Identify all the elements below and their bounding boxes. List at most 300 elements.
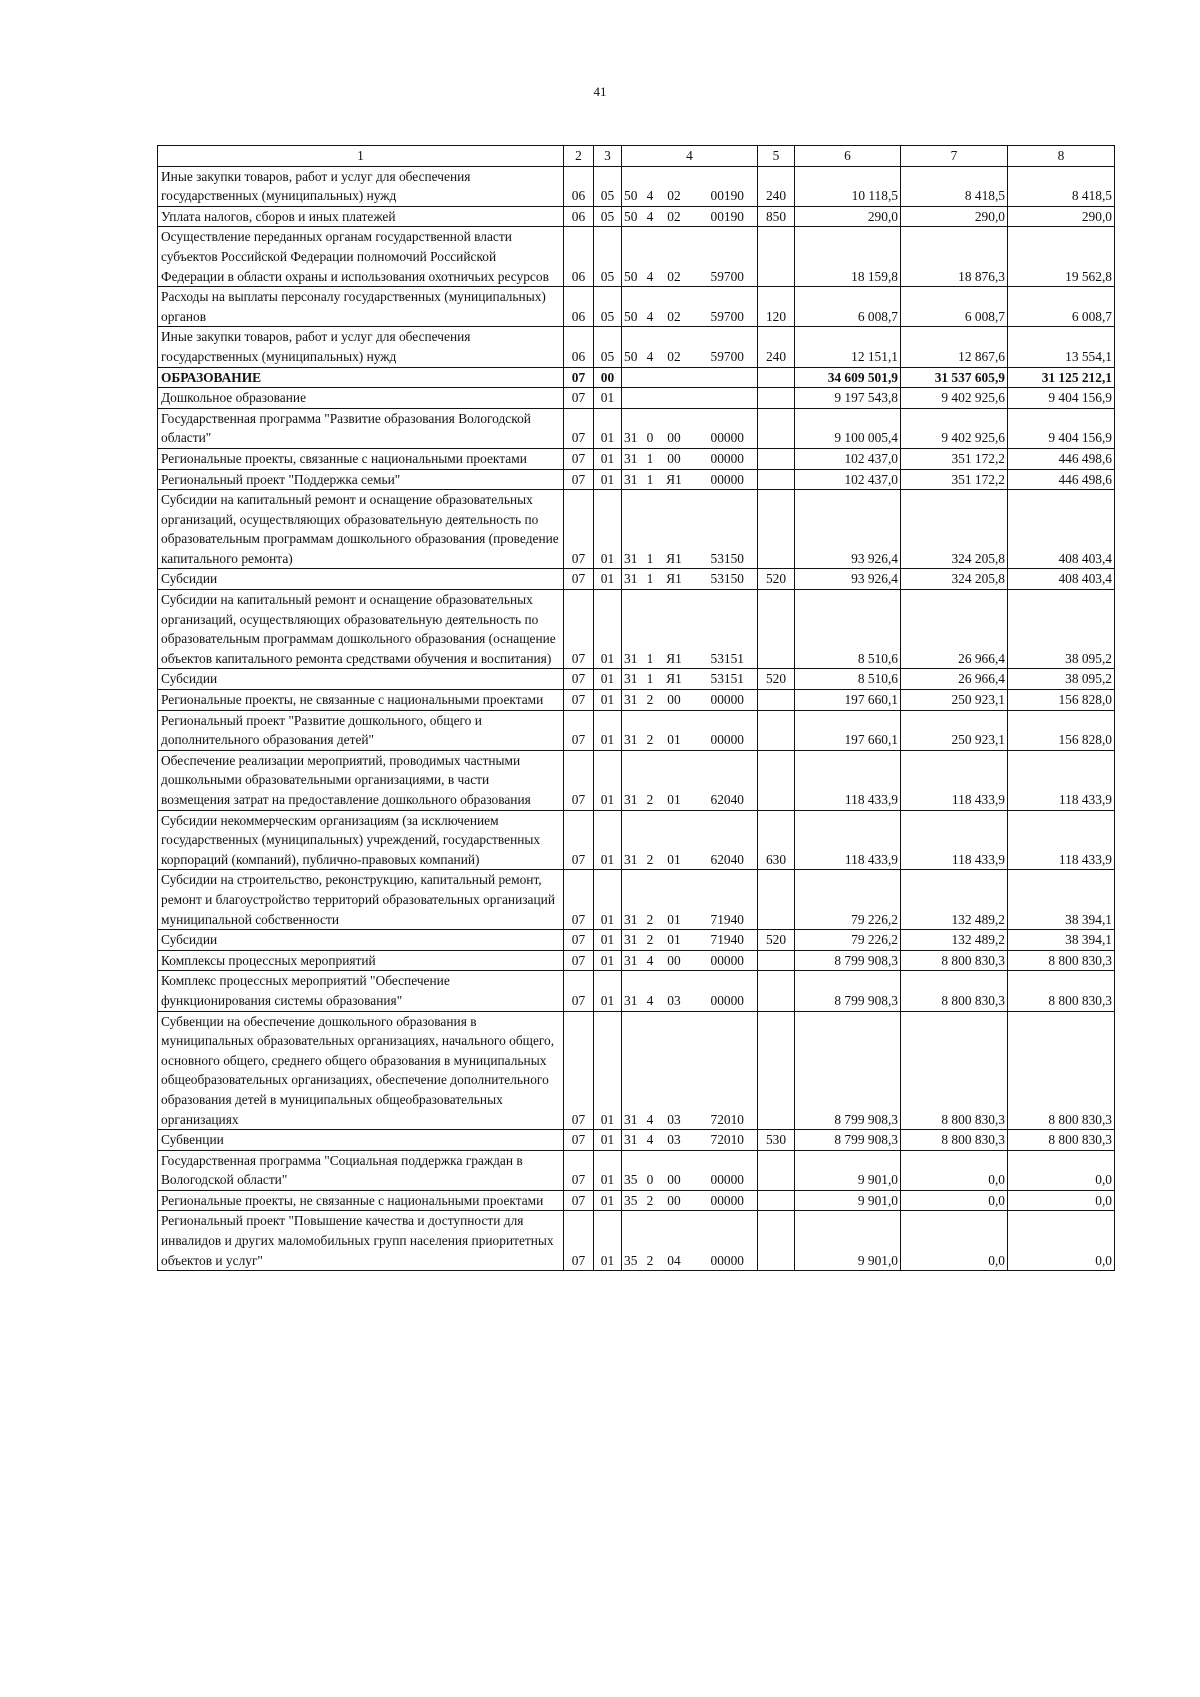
subsection-code: 01 xyxy=(594,669,622,690)
amount-col6: 9 197 543,8 xyxy=(795,388,901,409)
section-code: 07 xyxy=(564,1150,594,1190)
target-article-code xyxy=(622,590,758,669)
amount-col7: 12 867,6 xyxy=(901,327,1008,367)
row-name: Региональные проекты, не связанные с национальными проектами xyxy=(158,1190,564,1211)
subsection-code: 01 xyxy=(594,750,622,810)
subsection-code: 01 xyxy=(594,1150,622,1190)
table-row xyxy=(158,971,1115,1011)
amount-col7: 8 800 830,3 xyxy=(901,1011,1008,1130)
amount-col7: 351 172,2 xyxy=(901,469,1008,490)
amount-col6: 197 660,1 xyxy=(795,710,901,750)
code-part-k4: 00000 xyxy=(710,692,744,708)
subsection-code: 01 xyxy=(594,408,622,448)
code-part-k4: 00190 xyxy=(710,208,744,224)
code-part-k1: 50 xyxy=(624,348,638,364)
code-part-k1: 31 xyxy=(624,992,638,1008)
amount-col8: 118 433,9 xyxy=(1008,750,1115,810)
code-part-k3: Я1 xyxy=(666,671,682,687)
target-article-code xyxy=(622,408,758,448)
amount-col6: 118 433,9 xyxy=(795,750,901,810)
table-row xyxy=(158,367,1115,388)
amount-col6: 79 226,2 xyxy=(795,930,901,951)
code-part-k2: 1 xyxy=(646,450,654,466)
subsection-code: 00 xyxy=(594,367,622,388)
amount-col8: 408 403,4 xyxy=(1008,569,1115,590)
code-part-k2: 2 xyxy=(646,792,654,807)
code-part-k2: 1 xyxy=(646,571,654,587)
table-row xyxy=(158,930,1115,951)
table-row xyxy=(158,870,1115,930)
code-part-k1: 50 xyxy=(624,208,638,224)
table-row xyxy=(158,810,1115,870)
section-code: 07 xyxy=(564,1011,594,1130)
expense-type-code xyxy=(758,408,795,448)
code-part-k4: 53150 xyxy=(710,571,744,587)
code-part-k2: 1 xyxy=(646,671,654,687)
section-code: 07 xyxy=(564,870,594,930)
expense-type-code xyxy=(758,1211,795,1271)
section-code: 06 xyxy=(564,227,594,287)
header-cell: 8 xyxy=(1008,146,1115,167)
code-part-k3: 00 xyxy=(667,1192,681,1208)
table-row xyxy=(158,166,1115,206)
target-article-code xyxy=(622,870,758,930)
code-part-k4: 00000 xyxy=(710,1192,744,1208)
code-part-k2: 2 xyxy=(646,1192,654,1208)
amount-col7: 26 966,4 xyxy=(901,669,1008,690)
subsection-code: 01 xyxy=(594,810,622,870)
amount-col8: 0,0 xyxy=(1008,1211,1115,1271)
subsection-code: 01 xyxy=(594,930,622,951)
target-article-code xyxy=(622,227,758,287)
amount-col8: 0,0 xyxy=(1008,1190,1115,1211)
table-row xyxy=(158,227,1115,287)
header-cell: 5 xyxy=(758,146,795,167)
expense-type-code: 240 xyxy=(758,166,795,206)
amount-col7: 26 966,4 xyxy=(901,590,1008,669)
section-code: 07 xyxy=(564,448,594,469)
table-row xyxy=(158,206,1115,227)
table-row xyxy=(158,690,1115,711)
table-row xyxy=(158,408,1115,448)
amount-col6: 12 151,1 xyxy=(795,327,901,367)
code-part-k2: 2 xyxy=(646,851,654,867)
row-name: Субсидии xyxy=(158,569,564,590)
table-row xyxy=(158,448,1115,469)
section-code: 07 xyxy=(564,669,594,690)
section-code: 07 xyxy=(564,590,594,669)
code-part-k2: 1 xyxy=(646,471,654,487)
expense-type-code xyxy=(758,750,795,810)
amount-col7: 351 172,2 xyxy=(901,448,1008,469)
row-name: Субвенции xyxy=(158,1130,564,1151)
code-part-k1: 50 xyxy=(624,188,638,204)
table-row xyxy=(158,327,1115,367)
row-name: Уплата налогов, сборов и иных платежей xyxy=(158,206,564,227)
amount-col7: 18 876,3 xyxy=(901,227,1008,287)
row-name: Субсидии xyxy=(158,930,564,951)
code-part-k2: 1 xyxy=(646,650,654,666)
row-name: Субсидии на капитальный ремонт и оснащение образовательных организаций, осуществляющих образовательную деятельность по образовательным программам дошкольного образования (проведение капитального ремонта) xyxy=(158,490,564,569)
section-code: 07 xyxy=(564,490,594,569)
row-name: Расходы на выплаты персоналу государственных (муниципальных) органов xyxy=(158,287,564,327)
section-code: 07 xyxy=(564,569,594,590)
target-article-code xyxy=(622,710,758,750)
subsection-code: 01 xyxy=(594,490,622,569)
amount-col6: 102 437,0 xyxy=(795,448,901,469)
amount-col7: 290,0 xyxy=(901,206,1008,227)
section-code: 07 xyxy=(564,810,594,870)
code-part-k3: 03 xyxy=(667,1132,681,1148)
row-name: Субсидии на капитальный ремонт и оснащение образовательных организаций, осуществляющих образовательную деятельность по образовательным программам дошкольного образования (оснащение объектов капитального ремонта средствами обучения и воспитания) xyxy=(158,590,564,669)
code-part-k1: 31 xyxy=(624,1132,638,1148)
amount-col7: 324 205,8 xyxy=(901,569,1008,590)
expense-type-code xyxy=(758,690,795,711)
amount-col7: 0,0 xyxy=(901,1211,1008,1271)
amount-col6: 18 159,8 xyxy=(795,227,901,287)
subsection-code: 01 xyxy=(594,690,622,711)
code-part-k1: 31 xyxy=(624,650,638,666)
amount-col8: 118 433,9 xyxy=(1008,810,1115,870)
code-part-k3: 01 xyxy=(667,932,681,948)
header-cell: 4 xyxy=(622,146,758,167)
table-row xyxy=(158,750,1115,810)
subsection-code: 05 xyxy=(594,327,622,367)
code-part-k1: 31 xyxy=(624,952,638,968)
code-part-k4: 71940 xyxy=(710,911,744,927)
header-cell: 6 xyxy=(795,146,901,167)
row-name: Комплекс процессных мероприятий "Обеспечение функционирования системы образования" xyxy=(158,971,564,1011)
section-code: 06 xyxy=(564,206,594,227)
expense-type-code xyxy=(758,870,795,930)
section-code: 07 xyxy=(564,690,594,711)
row-name: Региональный проект "Повышение качества и доступности для инвалидов и других маломобильных групп населения приоритетных объектов и услуг" xyxy=(158,1211,564,1271)
code-part-k1: 50 xyxy=(624,268,638,284)
subsection-code: 01 xyxy=(594,448,622,469)
section-code: 07 xyxy=(564,367,594,388)
amount-col8: 38 394,1 xyxy=(1008,870,1115,930)
amount-col6: 197 660,1 xyxy=(795,690,901,711)
amount-col8: 9 404 156,9 xyxy=(1008,408,1115,448)
table-row xyxy=(158,1011,1115,1130)
code-part-k4: 00000 xyxy=(710,1172,744,1188)
amount-col8: 8 418,5 xyxy=(1008,166,1115,206)
amount-col7: 8 800 830,3 xyxy=(901,971,1008,1011)
target-article-code xyxy=(622,448,758,469)
subsection-code: 05 xyxy=(594,227,622,287)
amount-col6: 10 118,5 xyxy=(795,166,901,206)
expense-type-code: 630 xyxy=(758,810,795,870)
code-part-k4: 59700 xyxy=(710,268,744,284)
amount-col7: 9 402 925,6 xyxy=(901,408,1008,448)
header-cell: 3 xyxy=(594,146,622,167)
target-article-code xyxy=(622,166,758,206)
code-part-k2: 4 xyxy=(646,1111,654,1127)
amount-col8: 8 800 830,3 xyxy=(1008,1130,1115,1151)
amount-col8: 446 498,6 xyxy=(1008,448,1115,469)
expense-type-code xyxy=(758,490,795,569)
amount-col7: 8 800 830,3 xyxy=(901,950,1008,971)
code-part-k3: 03 xyxy=(667,1111,681,1127)
section-code: 07 xyxy=(564,408,594,448)
subsection-code: 05 xyxy=(594,206,622,227)
code-part-k1: 31 xyxy=(624,732,638,748)
table-row xyxy=(158,669,1115,690)
amount-col7: 6 008,7 xyxy=(901,287,1008,327)
header-cell: 2 xyxy=(564,146,594,167)
code-part-k2: 4 xyxy=(646,188,654,204)
code-part-k4: 00000 xyxy=(710,471,744,487)
target-article-code xyxy=(622,750,758,810)
amount-col8: 156 828,0 xyxy=(1008,710,1115,750)
subsection-code: 05 xyxy=(594,166,622,206)
row-name: Региональный проект "Развитие дошкольного, общего и дополнительного образования детей" xyxy=(158,710,564,750)
code-part-k2: 4 xyxy=(646,952,654,968)
amount-col8: 38 095,2 xyxy=(1008,590,1115,669)
code-part-k3: 01 xyxy=(667,792,681,807)
expense-type-code xyxy=(758,710,795,750)
target-article-code xyxy=(622,669,758,690)
code-part-k3: 02 xyxy=(667,268,681,284)
section-code: 07 xyxy=(564,710,594,750)
amount-col7: 0,0 xyxy=(901,1150,1008,1190)
subsection-code: 01 xyxy=(594,971,622,1011)
expense-type-code xyxy=(758,367,795,388)
section-code: 07 xyxy=(564,930,594,951)
target-article-code xyxy=(622,1130,758,1151)
code-part-k1: 31 xyxy=(624,471,638,487)
target-article-code xyxy=(622,971,758,1011)
table-row xyxy=(158,388,1115,409)
expense-type-code xyxy=(758,950,795,971)
expense-type-code: 520 xyxy=(758,569,795,590)
code-part-k2: 4 xyxy=(646,992,654,1008)
row-name: Иные закупки товаров, работ и услуг для обеспечения государственных (муниципальных) нужд xyxy=(158,327,564,367)
target-article-code xyxy=(622,206,758,227)
amount-col7: 9 402 925,6 xyxy=(901,388,1008,409)
expense-type-code xyxy=(758,227,795,287)
code-part-k2: 0 xyxy=(646,430,654,446)
code-part-k2: 2 xyxy=(646,1252,654,1268)
amount-col6: 6 008,7 xyxy=(795,287,901,327)
amount-col8: 8 800 830,3 xyxy=(1008,950,1115,971)
code-part-k3: Я1 xyxy=(666,550,682,566)
code-part-k2: 4 xyxy=(646,1132,654,1148)
code-part-k3: 00 xyxy=(667,952,681,968)
code-part-k3: Я1 xyxy=(666,571,682,587)
amount-col6: 8 799 908,3 xyxy=(795,971,901,1011)
amount-col6: 102 437,0 xyxy=(795,469,901,490)
code-part-k3: 03 xyxy=(667,992,681,1008)
expense-type-code: 240 xyxy=(758,327,795,367)
target-article-code xyxy=(622,810,758,870)
code-part-k2: 4 xyxy=(646,348,654,364)
subsection-code: 01 xyxy=(594,710,622,750)
amount-col8: 156 828,0 xyxy=(1008,690,1115,711)
code-part-k2: 2 xyxy=(646,932,654,948)
section-code: 06 xyxy=(564,166,594,206)
amount-col6: 8 799 908,3 xyxy=(795,1011,901,1130)
table-row xyxy=(158,287,1115,327)
table-row xyxy=(158,569,1115,590)
section-code: 06 xyxy=(564,287,594,327)
table-row xyxy=(158,490,1115,569)
amount-col7: 0,0 xyxy=(901,1190,1008,1211)
row-name: Осуществление переданных органам государственной власти субъектов Российской Федерации полномочий Российской Федерации в области охраны и использования охотничьих ресурсов xyxy=(158,227,564,287)
amount-col6: 34 609 501,9 xyxy=(795,367,901,388)
table-row xyxy=(158,590,1115,669)
amount-col6: 8 510,6 xyxy=(795,590,901,669)
amount-col7: 250 923,1 xyxy=(901,690,1008,711)
row-name: Иные закупки товаров, работ и услуг для обеспечения государственных (муниципальных) нужд xyxy=(158,166,564,206)
code-part-k3: 04 xyxy=(667,1252,681,1268)
amount-col8: 408 403,4 xyxy=(1008,490,1115,569)
code-part-k4: 62040 xyxy=(710,792,744,807)
code-part-k3: Я1 xyxy=(666,471,682,487)
budget-table xyxy=(157,145,1115,1271)
row-name: Государственная программа "Социальная поддержка граждан в Вологодской области" xyxy=(158,1150,564,1190)
table-row xyxy=(158,469,1115,490)
code-part-k4: 59700 xyxy=(710,308,744,324)
expense-type-code xyxy=(758,1150,795,1190)
section-code: 07 xyxy=(564,469,594,490)
amount-col6: 9 901,0 xyxy=(795,1211,901,1271)
amount-col7: 31 537 605,9 xyxy=(901,367,1008,388)
target-article-code xyxy=(622,1150,758,1190)
code-part-k1: 31 xyxy=(624,450,638,466)
subsection-code: 01 xyxy=(594,469,622,490)
code-part-k2: 4 xyxy=(646,268,654,284)
code-part-k4: 53151 xyxy=(710,650,744,666)
expense-type-code xyxy=(758,971,795,1011)
code-part-k1: 31 xyxy=(624,792,638,807)
header-cell: 1 xyxy=(158,146,564,167)
subsection-code: 01 xyxy=(594,1130,622,1151)
section-code: 07 xyxy=(564,1190,594,1211)
row-name: ОБРАЗОВАНИЕ xyxy=(158,367,564,388)
code-part-k1: 31 xyxy=(624,932,638,948)
expense-type-code xyxy=(758,388,795,409)
amount-col6: 8 510,6 xyxy=(795,669,901,690)
target-article-code xyxy=(622,930,758,951)
row-name: Государственная программа "Развитие образования Вологодской области" xyxy=(158,408,564,448)
amount-col8: 38 095,2 xyxy=(1008,669,1115,690)
code-part-k1: 31 xyxy=(624,851,638,867)
code-part-k3: 01 xyxy=(667,732,681,748)
amount-col6: 9 901,0 xyxy=(795,1150,901,1190)
code-part-k3: 02 xyxy=(667,348,681,364)
row-name: Комплексы процессных мероприятий xyxy=(158,950,564,971)
amount-col6: 8 799 908,3 xyxy=(795,950,901,971)
amount-col6: 9 100 005,4 xyxy=(795,408,901,448)
table-header-row xyxy=(158,146,1115,167)
amount-col6: 93 926,4 xyxy=(795,569,901,590)
amount-col8: 38 394,1 xyxy=(1008,930,1115,951)
table-row xyxy=(158,1190,1115,1211)
amount-col8: 0,0 xyxy=(1008,1150,1115,1190)
amount-col8: 8 800 830,3 xyxy=(1008,1011,1115,1130)
page-number: 41 xyxy=(593,84,607,99)
header-cell: 7 xyxy=(901,146,1008,167)
row-name: Региональные проекты, связанные с национальными проектами xyxy=(158,448,564,469)
section-code: 06 xyxy=(564,327,594,367)
target-article-code xyxy=(622,367,758,388)
amount-col8: 9 404 156,9 xyxy=(1008,388,1115,409)
amount-col6: 8 799 908,3 xyxy=(795,1130,901,1151)
code-part-k2: 2 xyxy=(646,732,654,748)
amount-col8: 31 125 212,1 xyxy=(1008,367,1115,388)
target-article-code xyxy=(622,690,758,711)
target-article-code xyxy=(622,327,758,367)
table-row xyxy=(158,1130,1115,1151)
code-part-k4: 53150 xyxy=(710,550,744,566)
code-part-k2: 1 xyxy=(646,550,654,566)
code-part-k4: 00000 xyxy=(710,1252,744,1268)
table-row xyxy=(158,710,1115,750)
row-name: Обеспечение реализации мероприятий, проводимых частными дошкольными образовательными организациями, в части возмещения затрат на предоставление дошкольного образования xyxy=(158,750,564,810)
row-name: Субсидии xyxy=(158,669,564,690)
row-name: Субсидии на строительство, реконструкцию, капитальный ремонт, ремонт и благоустройство территорий образовательных организаций муниципальной собственности xyxy=(158,870,564,930)
code-part-k4: 59700 xyxy=(710,348,744,364)
target-article-code xyxy=(622,1011,758,1130)
table-row xyxy=(158,1150,1115,1190)
target-article-code xyxy=(622,388,758,409)
target-article-code xyxy=(622,490,758,569)
code-part-k4: 72010 xyxy=(710,1132,744,1148)
subsection-code: 01 xyxy=(594,1011,622,1130)
amount-col7: 118 433,9 xyxy=(901,810,1008,870)
code-part-k4: 00000 xyxy=(710,952,744,968)
code-part-k4: 00190 xyxy=(710,188,744,204)
subsection-code: 05 xyxy=(594,287,622,327)
amount-col7: 250 923,1 xyxy=(901,710,1008,750)
code-part-k4: 00000 xyxy=(710,450,744,466)
code-part-k1: 31 xyxy=(624,550,638,566)
amount-col6: 9 901,0 xyxy=(795,1190,901,1211)
section-code: 07 xyxy=(564,1130,594,1151)
code-part-k4: 00000 xyxy=(710,732,744,748)
amount-col8: 19 562,8 xyxy=(1008,227,1115,287)
code-part-k3: 02 xyxy=(667,188,681,204)
code-part-k4: 53151 xyxy=(710,671,744,687)
section-code: 07 xyxy=(564,750,594,810)
amount-col6: 290,0 xyxy=(795,206,901,227)
code-part-k2: 2 xyxy=(646,911,654,927)
expense-type-code xyxy=(758,590,795,669)
subsection-code: 01 xyxy=(594,1190,622,1211)
amount-col8: 13 554,1 xyxy=(1008,327,1115,367)
code-part-k1: 31 xyxy=(624,692,638,708)
expense-type-code xyxy=(758,1190,795,1211)
code-part-k1: 31 xyxy=(624,911,638,927)
row-name: Дошкольное образование xyxy=(158,388,564,409)
amount-col7: 132 489,2 xyxy=(901,870,1008,930)
section-code: 07 xyxy=(564,950,594,971)
code-part-k1: 35 xyxy=(624,1172,638,1188)
expense-type-code: 850 xyxy=(758,206,795,227)
code-part-k3: 02 xyxy=(667,208,681,224)
row-name: Региональный проект "Поддержка семьи" xyxy=(158,469,564,490)
subsection-code: 01 xyxy=(594,388,622,409)
code-part-k4: 71940 xyxy=(710,932,744,948)
code-part-k1: 31 xyxy=(624,571,638,587)
subsection-code: 01 xyxy=(594,950,622,971)
amount-col7: 8 418,5 xyxy=(901,166,1008,206)
amount-col6: 118 433,9 xyxy=(795,810,901,870)
subsection-code: 01 xyxy=(594,569,622,590)
amount-col8: 290,0 xyxy=(1008,206,1115,227)
amount-col8: 8 800 830,3 xyxy=(1008,971,1115,1011)
